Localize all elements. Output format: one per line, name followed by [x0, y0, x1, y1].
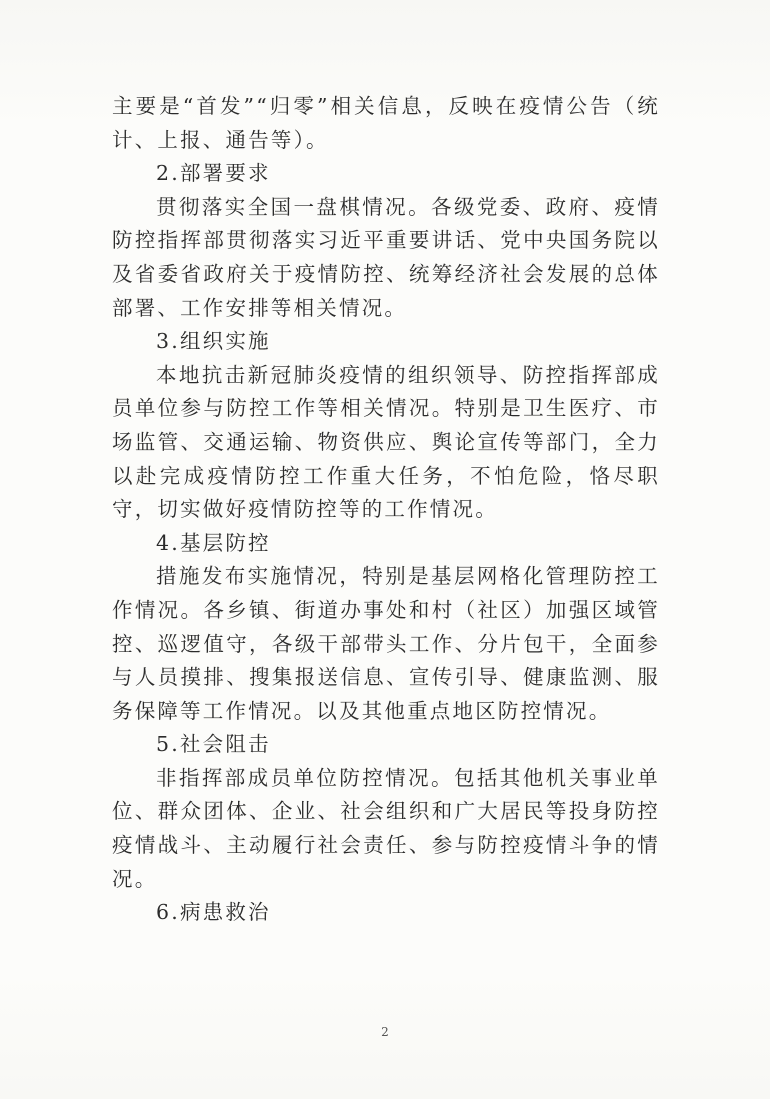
paragraph-deployment: 贯彻落实全国一盘棋情况。各级党委、政府、疫情防控指挥部贯彻落实习近平重要讲话、党中央国务院以及省委省政府关于疫情防控、统筹经济社会发展的总体部署、工作安排等相关情况。 [112, 194, 660, 320]
section-heading-deployment: 2.部署要求 [156, 161, 271, 186]
page-number: 2 [381, 1025, 389, 1039]
section-heading-grassroots: 4.基层防控 [156, 530, 271, 555]
paragraph-social: 非指挥部成员单位防控情况。包括其他机关事业单位、群众团体、企业、社会组织和广大居民等投身防控疫情战斗、主动履行社会责任、参与防控疫情斗争的情况。 [112, 765, 660, 891]
paragraph-intro: 主要是“首发”“归零”相关信息，反映在疫情公告（统计、上报、通告等）。 [112, 94, 660, 152]
paragraph-organization: 本地抗击新冠肺炎疫情的组织领导、防控指挥部成员单位参与防控工作等相关情况。特别是卫生医疗、市场监管、交通运输、物资供应、舆论宣传等部门，全力以赴完成疫情防控工作重大任务，不怕危险，恪尽职守，切实做好疫情防控等的工作情况。 [112, 362, 660, 522]
paragraph-grassroots: 措施发布实施情况，特别是基层网格化管理防控工作情况。各乡镇、街道办事处和村（社区）加强区域管控、巡逻值守，各级干部带头工作、分片包干，全面参与人员摸排、搜集报送信息、宣传引导、健康监测、服务保障等工作情况。以及其他重点地区防控情况。 [112, 564, 660, 723]
section-heading-organization: 3.组织实施 [156, 329, 271, 354]
section-heading-treatment: 6.病患救治 [156, 900, 271, 925]
section-heading-social: 5.社会阻击 [156, 732, 271, 757]
document-body [112, 90, 660, 930]
